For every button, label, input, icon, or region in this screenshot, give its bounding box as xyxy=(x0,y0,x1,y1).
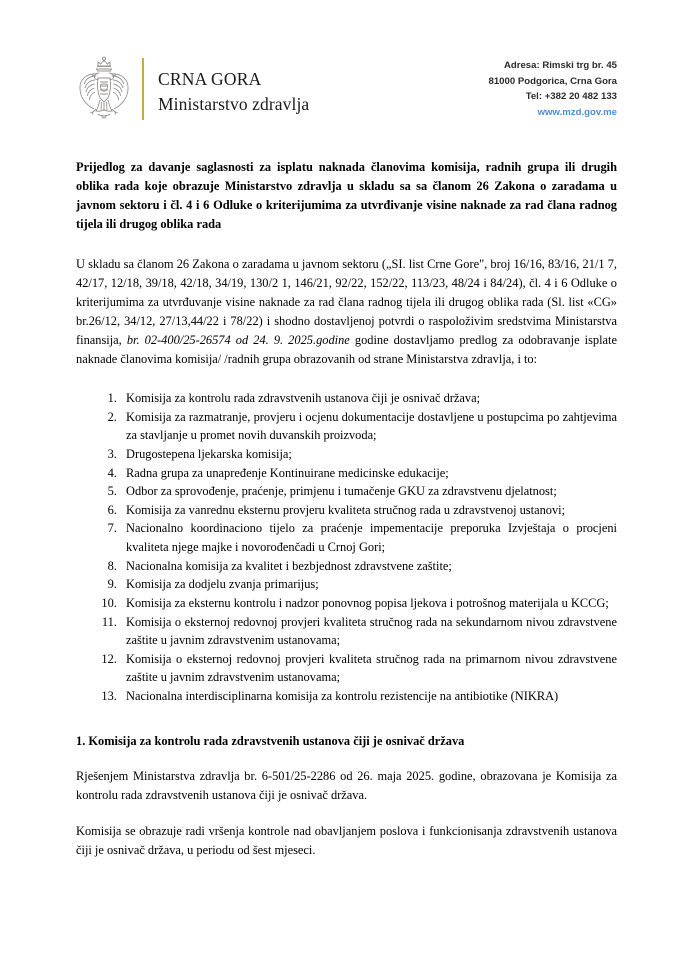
list-item: 3. Drugostepena ljekarska komisija; xyxy=(120,445,617,464)
lead-text-part2: godine dostavljamo predlog za odobravanje isplate naknade članovima komisija/ /radnih grupa obrazovanih od strane Ministarstva zdravlja, i to: xyxy=(76,333,617,367)
list-item: 7. Nacionalno koordinaciono tijelo za praćenje impementacije preporuka Izvještaja o procjeni kvaliteta njege majke i novorođenčadi u Crnoj Gori; xyxy=(120,519,617,556)
lead-reference-number: br. 02-400/25-26574 od 24. 9. 2025.godine xyxy=(126,333,350,348)
section-paragraph-1: Rješenjem Ministarstva zdravlja br. 6-501/25-2286 od 26. maja 2025. godine, obrazovana je Komisija za kontrolu rada zdravstvenih ustanova čiji je osnivač država. xyxy=(76,769,617,803)
lead-text-part1: U skladu sa članom 26 Zakona o zaradama u javnom sektoru („SI. list Crne Gore", broj 16/16, 83/16, 21/1 7, 42/17, 12/18, 39/18, 42/18, 34/19, 130/2 1, 146/21, 92/22, 152/22, 113/23, 48/24 i 84/24), čl. 4 i 6 Odluke o kriterijumima za utvrđuvanje visine naknade za rad člana radnog tijela ili drugog oblika rada (Sl. list «CG» br.26/12, 34/12, 27/13,44/22 i 78/22) i shodno dostavljenoj potvrdi o raspoloživim sredstvima Ministarstva finansija, xyxy=(76,257,617,348)
list-item: 2. Komisija za razmatranje, provjeru i ocjenu dokumentacije dostavljene u postupcima po zahtjevima za stavljanje u promet novih duvanskih proizvoda; xyxy=(120,408,617,445)
contact-address: Adresa: Rimski trg br. 45 xyxy=(503,60,617,71)
country-name: CRNA GORA xyxy=(158,68,262,89)
list-item: 12. Komisija o eksternoj redovnoj provjeri kvaliteta stručnog rada na primarnom nivou zdravstvene zaštite u javnim zdravstvenim ustanovama; xyxy=(120,650,617,687)
lead-paragraph xyxy=(76,255,617,369)
commissions-list xyxy=(76,389,617,705)
letterhead xyxy=(0,0,679,126)
section-heading-1: 1. Komisija za kontrolu rada zdravstvenih ustanova čiji je osnivač država xyxy=(76,733,465,748)
brand-divider xyxy=(142,58,144,120)
ministry-name: Ministarstvo zdravlja xyxy=(158,94,310,114)
montenegro-coat-of-arms-icon xyxy=(76,54,132,126)
page-title: Prijedlog za davanje saglasnosti za isplatu naknada članovima komisija, radnih grupa ili drugih oblika rada koje obrazuje Ministarstvo zdravlja u skladu sa sa članom 26 Zakona o zaradama u javnom sektoru i čl. 4 i 6 Odluke o kriterijumima za utvrđivanje visine naknade za rad člana radnog tijela ili drugog oblika rada xyxy=(76,160,617,231)
list-item: 6. Komisija za vanrednu eksternu provjeru kvaliteta stručnog rada u zdravstvenoj ustanovi; xyxy=(120,501,617,520)
list-item: 4. Radna grupa za unapređenje Kontinuirane medicinske edukacije; xyxy=(120,464,617,483)
list-item: 10. Komisija za eksternu kontrolu i nadzor ponovnog popisa ljekova i potrošnog materijala u KCCG; xyxy=(120,594,617,613)
contact-city: 81000 Podgorica, Crna Gora xyxy=(488,75,617,87)
contact-phone: Tel: +382 20 482 133 xyxy=(525,91,617,103)
list-item: 13. Nacionalna interdisciplinarna komisija za kontrolu rezistencije na antibiotike (NIKRA) xyxy=(120,687,617,706)
document-content xyxy=(0,158,679,860)
list-item: 9. Komisija za dodjelu zvanja primarijus; xyxy=(120,575,617,594)
brand-text xyxy=(158,54,309,126)
section-paragraph-2: Komisija se obrazuje radi vršenja kontrole nad obavljanjem poslova i funkcionisanja zdravstvenih ustanova čiji je osnivač država, u periodu od šest mjeseci. xyxy=(76,824,617,858)
brand-block xyxy=(76,54,309,126)
contact-block xyxy=(489,54,618,120)
contact-website-link[interactable]: www.mzd.gov.me xyxy=(537,106,617,118)
list-item: 8. Nacionalna komisija za kvalitet i bezbjednost zdravstvene zaštite; xyxy=(120,557,617,576)
list-item: 5. Odbor za sprovođenje, praćenje, primjenu i tumačenje GKU za zdravstvenu djelatnost; xyxy=(120,482,617,501)
list-item: 11. Komisija o eksternoj redovnoj provjeri kvaliteta stručnog rada na sekundarnom nivou zdravstvene zaštite u javnim zdravstvenim ustanovama; xyxy=(120,613,617,650)
list-item: 1. Komisija za kontrolu rada zdravstvenih ustanova čiji je osnivač država; xyxy=(120,389,617,408)
